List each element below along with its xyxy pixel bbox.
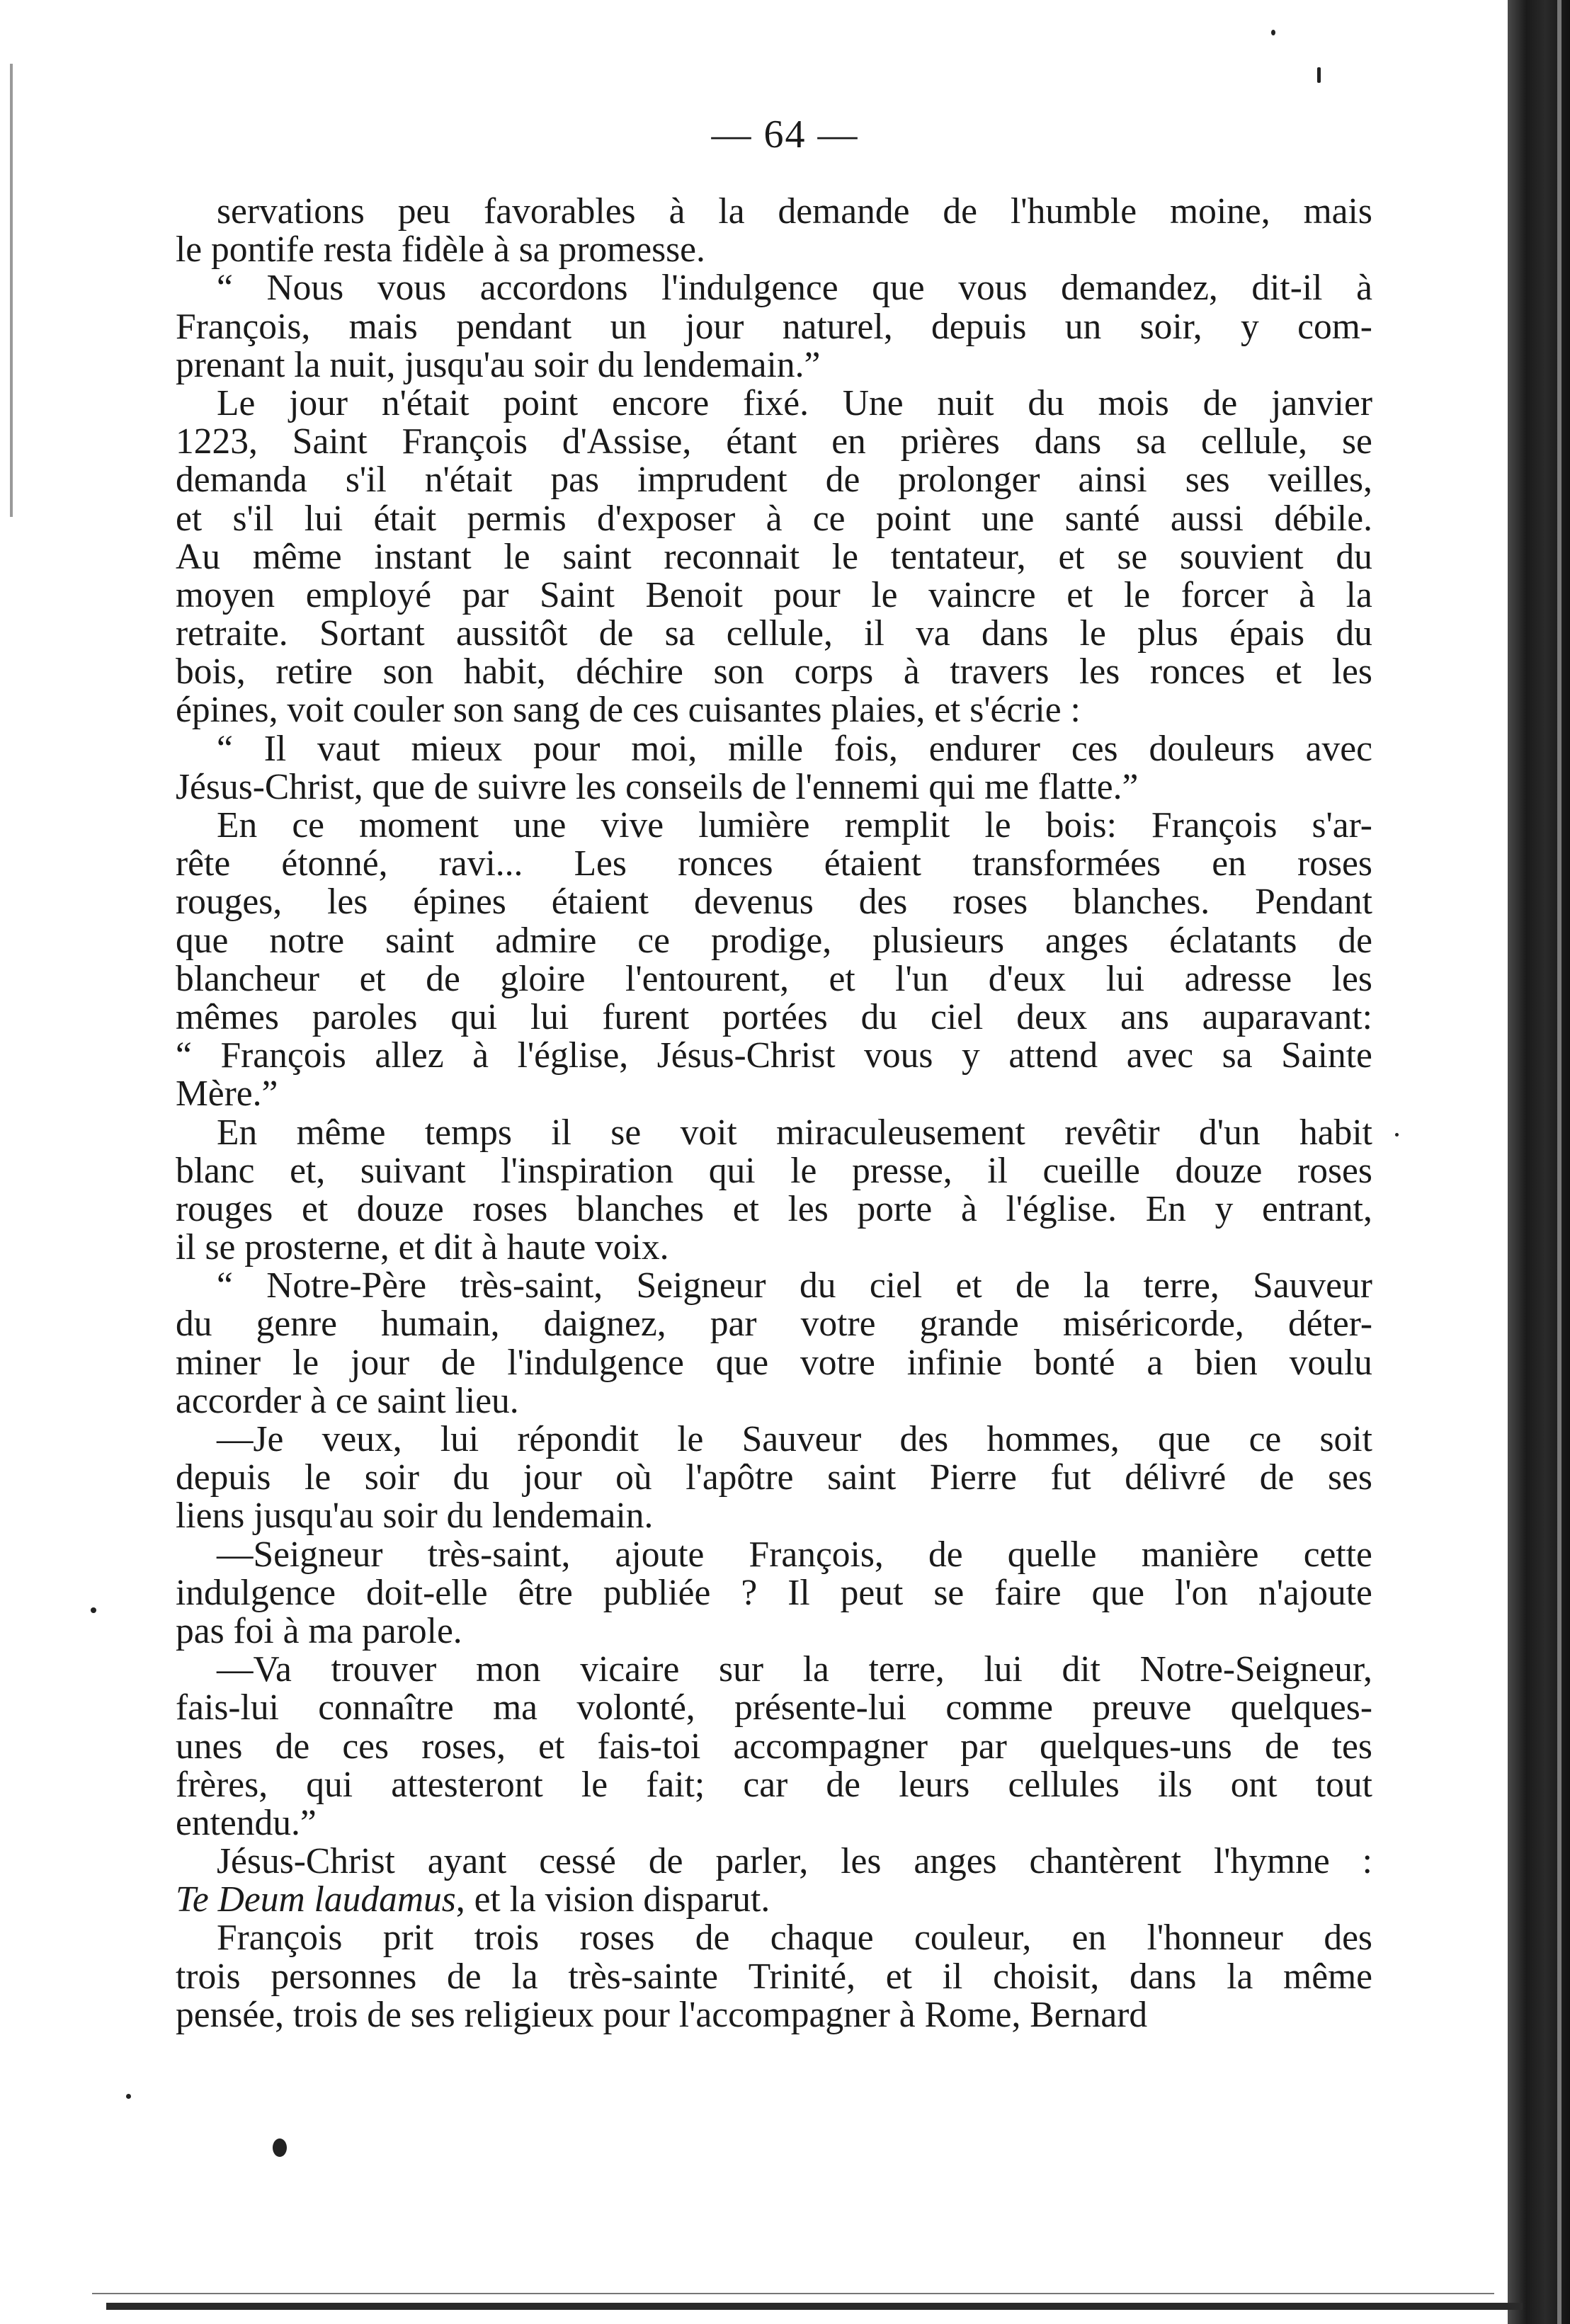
page-number: — 64 — [711, 113, 859, 156]
text-line: fais-lui connaître ma volonté, présente-lui comme preuve quelques- [176, 1687, 1372, 1728]
text-line: trois personnes de la très-sainte Trinité, et il choisit, dans la même [176, 1956, 1372, 1997]
text-line: blancheur et de gloire l'entourent, et l'un d'eux lui adresse les [176, 958, 1372, 999]
text-line: unes de ces roses, et fais-toi accompagner par quelques-uns de tes [176, 1726, 1372, 1767]
text-line: indulgence doit-elle être publiée ? Il peut se faire que l'on n'ajoute [176, 1572, 1372, 1613]
scan-right-binding-shadow [1508, 0, 1570, 2324]
text-line: et s'il lui était permis d'exposer à ce point une santé aussi débile. [176, 498, 1372, 539]
text-line: Te Deum laudamus , et la vision disparut. [176, 1879, 770, 1920]
text-line: “ Nous vous accordons l'indulgence que vous demandez, dit-il à [217, 268, 1372, 309]
text-line: pas foi à ma parole. [176, 1610, 462, 1651]
text-line: Le jour n'était point encore fixé. Une nuit du mois de janvier [217, 382, 1372, 423]
scan-speck [126, 2094, 131, 2099]
text-line: François prit trois roses de chaque couleur, en l'honneur des [217, 1918, 1372, 1959]
text-line: En même temps il se voit miraculeusement revêtir d'un habit [217, 1112, 1372, 1153]
text-line: depuis le soir du jour où l'apôtre saint Pierre fut délivré de ses [176, 1457, 1372, 1498]
text-line: il se prosterne, et dit à haute voix. [176, 1227, 669, 1268]
text-line: Mère.” [176, 1073, 278, 1115]
text-line: pensée, trois de ses religieux pour l'accompagner à Rome, Bernard [176, 1994, 1148, 2035]
page-body-text [176, 193, 1372, 2034]
text-line: Jésus-Christ ayant cessé de parler, les anges chantèrent l'hymne : [217, 1841, 1372, 1882]
text-line: bois, retire son habit, déchire son corps à travers les ronces et les [176, 651, 1372, 693]
text-line: mêmes paroles qui lui furent portées du ciel deux ans auparavant: [176, 996, 1372, 1037]
text-line: que notre saint admire ce prodige, plusieurs anges éclatants de [176, 920, 1372, 961]
text-line: liens jusqu'au soir du lendemain. [176, 1496, 654, 1537]
text-line: “ Notre-Père très-saint, Seigneur du ciel et de la terre, Sauveur [217, 1265, 1372, 1306]
text-line: miner le jour de l'indulgence que votre infinie bonté a bien voulu [176, 1342, 1372, 1383]
text-line: 1223, Saint François d'Assise, étant en prières dans sa cellule, se [176, 421, 1372, 462]
scan-bottom-rule [106, 2303, 1523, 2310]
scan-bottom-rule-thin [92, 2293, 1494, 2294]
text-line: servations peu favorables à la demande de l'humble moine, mais [217, 191, 1372, 232]
text-line: rouges, les épines étaient devenus des roses blanches. Pendant [176, 882, 1372, 923]
text-line: blanc et, suivant l'inspiration qui le presse, il cueille douze roses [176, 1150, 1372, 1191]
text-line: retraite. Sortant aussitôt de sa cellule, il va dans le plus épais du [176, 613, 1372, 654]
scan-speck [1271, 30, 1275, 35]
text-line: François, mais pendant un jour naturel, depuis un soir, y com- [176, 306, 1372, 347]
text-line: du genre humain, daignez, par votre grande miséricorde, déter- [176, 1304, 1372, 1345]
scan-speck [1395, 1133, 1399, 1137]
text-line: accorder à ce saint lieu. [176, 1380, 519, 1421]
text-line: —Va trouver mon vicaire sur la terre, lui dit Notre-Seigneur, [217, 1649, 1372, 1690]
text-line: Au même instant le saint reconnait le tentateur, et se souvient du [176, 536, 1372, 577]
text-line: —Seigneur très-saint, ajoute François, de quelle manière cette [217, 1534, 1372, 1575]
text-line: prenant la nuit, jusqu'au soir du lendemain.” [176, 344, 821, 385]
text-line: En ce moment une vive lumière remplit le bois: François s'ar- [217, 805, 1372, 845]
text-line: rouges et douze roses blanches et les porte à l'église. En y entrant, [176, 1188, 1372, 1229]
text-line: entendu.” [176, 1802, 317, 1843]
text-line: épines, voit couler son sang de ces cuisantes plaies, et s'écrie : [176, 690, 1081, 731]
text-line: “ François allez à l'église, Jésus-Christ vous y attend avec sa Sainte [176, 1035, 1372, 1076]
scan-speck [273, 2138, 287, 2157]
text-line: Jésus-Christ, que de suivre les conseils de l'ennemi qui me flatte.” [176, 766, 1139, 807]
scan-right-binding-line [1557, 0, 1562, 2324]
text-line: frères, qui attesteront le fait; car de leurs cellules ils ont tout [176, 1764, 1372, 1805]
text-line: —Je veux, lui répondit le Sauveur des hommes, que ce soit [217, 1419, 1372, 1459]
text-line: “ Il vaut mieux pour moi, mille fois, endurer ces douleurs avec [217, 728, 1372, 769]
text-line: le pontife resta fidèle à sa promesse. [176, 229, 705, 270]
text-line: moyen employé par Saint Benoit pour le vaincre et le forcer à la [176, 574, 1372, 615]
text-line: rête étonné, ravi... Les ronces étaient transformées en roses [176, 843, 1372, 884]
text-line: demanda s'il n'était pas imprudent de prolonger ainsi ses veilles, [176, 460, 1372, 501]
scan-speck [1317, 67, 1321, 83]
scan-speck [91, 1607, 96, 1613]
